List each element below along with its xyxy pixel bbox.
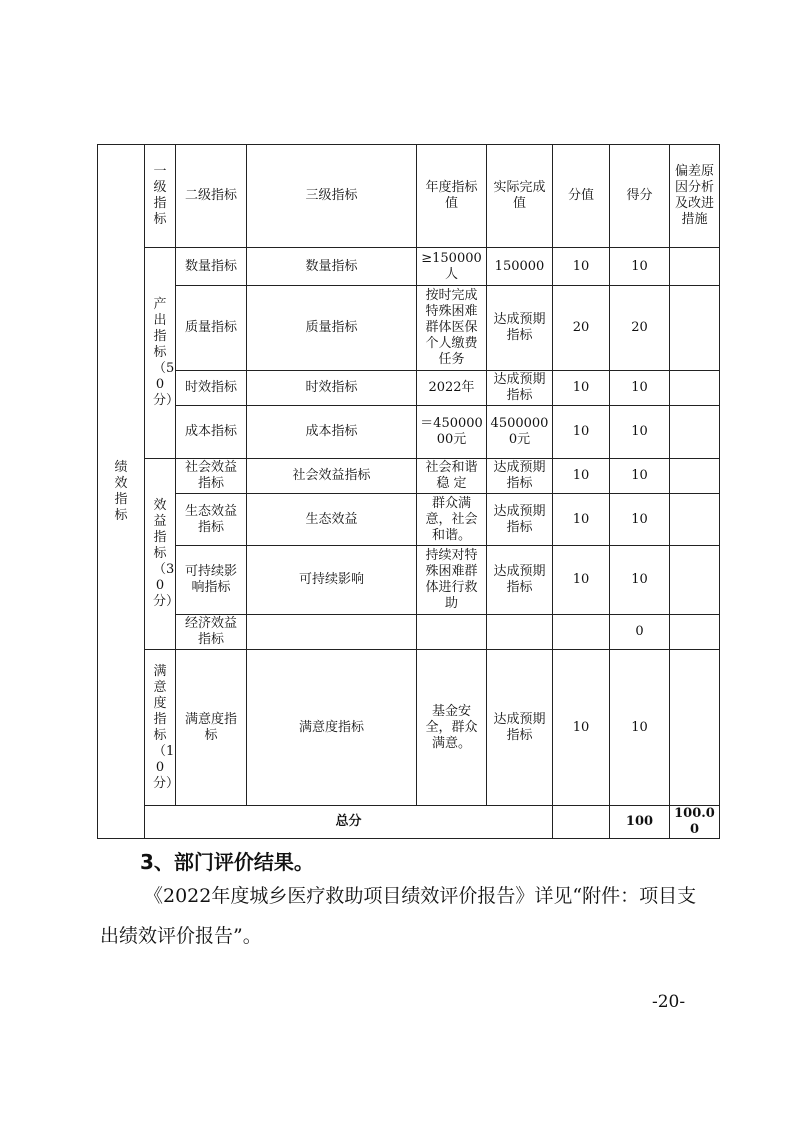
deviation-cell — [670, 406, 720, 459]
value-cell — [553, 615, 610, 650]
level3-cell: 时效指标 — [247, 371, 417, 406]
table-row — [98, 459, 720, 494]
level2-cell: 成本指标 — [176, 406, 247, 459]
deviation-cell — [670, 615, 720, 650]
target-cell: 社会和谐稳 定 — [417, 459, 487, 494]
level3-cell — [247, 615, 417, 650]
actual-cell: 150000 — [487, 248, 553, 286]
score-cell: 10 — [610, 546, 670, 615]
level3-cell: 质量指标 — [247, 286, 417, 371]
table-header-row — [98, 145, 720, 248]
total-value: 100 — [610, 806, 670, 839]
actual-cell: 达成预期指标 — [487, 371, 553, 406]
value-cell: 10 — [553, 406, 610, 459]
header-level3: 三级指标 — [247, 145, 417, 248]
deviation-cell — [670, 248, 720, 286]
deviation-cell — [670, 650, 720, 806]
total-label: 总分 — [145, 806, 553, 839]
score-cell: 10 — [610, 406, 670, 459]
target-cell: 2022年 — [417, 371, 487, 406]
level2-cell: 社会效益指标 — [176, 459, 247, 494]
score-cell: 10 — [610, 650, 670, 806]
deviation-cell — [670, 546, 720, 615]
actual-cell: 达成预期指标 — [487, 650, 553, 806]
value-cell: 10 — [553, 546, 610, 615]
score-cell: 10 — [610, 494, 670, 546]
value-cell: 10 — [553, 494, 610, 546]
level2-cell: 质量指标 — [176, 286, 247, 371]
value-cell: 20 — [553, 286, 610, 371]
level2-cell: 可持续影响指标 — [176, 546, 247, 615]
score-cell: 10 — [610, 248, 670, 286]
performance-label-cell: 绩效指标 — [98, 145, 145, 839]
table-row — [98, 406, 720, 459]
total-row — [98, 806, 720, 839]
target-cell: 基金安全，群众满意。 — [417, 650, 487, 806]
level3-cell: 生态效益 — [247, 494, 417, 546]
header-score-value: 分值 — [553, 145, 610, 248]
target-cell: ＝45000000元 — [417, 406, 487, 459]
level2-cell: 生态效益指标 — [176, 494, 247, 546]
level2-cell: 数量指标 — [176, 248, 247, 286]
table-row — [98, 248, 720, 286]
performance-table — [97, 144, 720, 839]
body-paragraph: 《2022年度城乡医疗救助项目绩效评价报告》详见“附件：项目支出绩效评价报告”。 — [100, 885, 697, 947]
level2-cell: 经济效益指标 — [176, 615, 247, 650]
target-cell: 持续对特殊困难群体进行救助 — [417, 546, 487, 615]
score-cell: 0 — [610, 615, 670, 650]
actual-cell: 达成预期指标 — [487, 494, 553, 546]
level3-cell: 数量指标 — [247, 248, 417, 286]
deviation-cell — [670, 459, 720, 494]
header-score: 得分 — [610, 145, 670, 248]
header-deviation: 偏差原因分析及改进措施 — [670, 145, 720, 248]
score-cell: 10 — [610, 371, 670, 406]
section-title: 3、部门评价结果。 — [140, 850, 314, 874]
deviation-cell — [670, 371, 720, 406]
score-cell: 10 — [610, 459, 670, 494]
target-cell — [417, 615, 487, 650]
table-row — [98, 650, 720, 806]
table-row — [98, 494, 720, 546]
page-number: -20- — [652, 992, 686, 1012]
actual-cell: 45000000元 — [487, 406, 553, 459]
value-cell: 10 — [553, 650, 610, 806]
target-cell: ≥150000人 — [417, 248, 487, 286]
group-benefit-cell: 效益指标（30分） — [145, 459, 176, 650]
table-row — [98, 371, 720, 406]
group-satisfaction-cell: 满意度指标（10分） — [145, 650, 176, 806]
level3-cell: 可持续影响 — [247, 546, 417, 615]
value-cell: 10 — [553, 459, 610, 494]
actual-cell: 达成预期指标 — [487, 546, 553, 615]
header-level2: 二级指标 — [176, 145, 247, 248]
target-cell: 按时完成特殊困难群体医保个人缴费任务 — [417, 286, 487, 371]
level3-cell: 社会效益指标 — [247, 459, 417, 494]
header-actual: 实际完成值 — [487, 145, 553, 248]
actual-cell: 达成预期指标 — [487, 286, 553, 371]
table-row — [98, 546, 720, 615]
header-level1: 一级指标 — [145, 145, 176, 248]
level3-cell: 成本指标 — [247, 406, 417, 459]
total-actual-cell — [553, 806, 610, 839]
level2-cell: 满意度指标 — [176, 650, 247, 806]
level2-cell: 时效指标 — [176, 371, 247, 406]
deviation-cell — [670, 286, 720, 371]
value-cell: 10 — [553, 371, 610, 406]
deviation-cell — [670, 494, 720, 546]
total-score: 100.00 — [670, 806, 720, 839]
header-annual-target: 年度指标值 — [417, 145, 487, 248]
level3-cell: 满意度指标 — [247, 650, 417, 806]
score-cell: 20 — [610, 286, 670, 371]
target-cell: 群众满意，社会和谐。 — [417, 494, 487, 546]
table-row — [98, 286, 720, 371]
value-cell: 10 — [553, 248, 610, 286]
actual-cell — [487, 615, 553, 650]
group-output-cell: 产出指标（50分） — [145, 248, 176, 459]
actual-cell: 达成预期指标 — [487, 459, 553, 494]
table-row — [98, 615, 720, 650]
